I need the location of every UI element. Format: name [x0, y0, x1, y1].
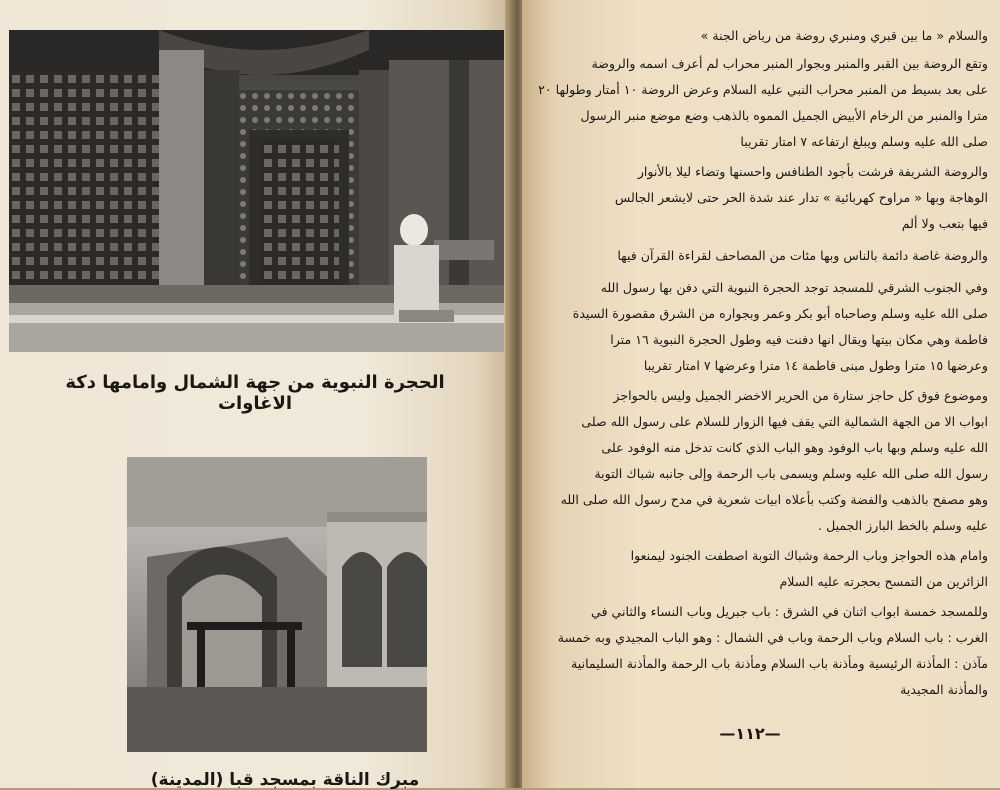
page-number: —١١٢— [719, 724, 781, 743]
text-line: مترا والمنبر من الرخام الأبيض الجميل المموه بالذهب وضع موضع منبر الرسول [580, 108, 988, 123]
text-line: فاطمة وهي مكان بيتها ويقال انها دفنت فيه وطول الحجرة النبوية ١٦ مترا [610, 332, 988, 347]
photo-prophet-chamber [9, 30, 504, 352]
photo2-caption: مبرك الناقة بمسجد قبا (المدينة) [150, 770, 420, 790]
text-line: فيها بتعب ولا ألم [901, 216, 988, 231]
text-line: الغرب : باب السلام وباب الرحمة وباب في الشمال : وهو الباب المجيدي وبه خمسة [557, 630, 988, 645]
text-line: الوهاجة وبها « مراوح كهربائية » تدار عند شدة الحر حتى لايشعر الجالس [614, 190, 988, 205]
text-line: صلى الله عليه وسلم وصاحباه أبو بكر وعمر وبجواره من الشرق مقصورة السيدة [572, 306, 988, 321]
photo1-caption: الحجرة النبوية من جهة الشمال وامامها دكة الاغاوات [65, 372, 445, 414]
text-line: ابواب الا من الجهة الشمالية التي يقف فيها الزوار للسلام على رسول الله صلى [581, 414, 988, 429]
text-line: وهو مصفح بالذهب والفضة وكتب بأعلاه ابيات شعرية في مدح رسول الله صلى الله [560, 492, 988, 507]
text-line: وامام هذه الحواجز وباب الرحمة وشباك التوبة اصطفت الجنود ليمنعوا [630, 548, 988, 563]
text-line: الزائرين من التمسح بحجرته عليه السلام [779, 574, 988, 589]
text-line: الله عليه وسلم وبها باب الوفود وهو الباب الذي كانت تدخل منه الوفود على [601, 440, 988, 455]
text-line: على بعد بسيط من المنبر محراب النبي عليه السلام وعرض الروضة ١٠ أمتار وطولها ٢٠ [538, 82, 988, 97]
text-line: وموضوع فوق كل حاجز ستارة من الحرير الاخضر الجميل وليس بالحواجز [613, 388, 988, 403]
text-line: رسول الله صلى الله عليه وسلم ويسمى باب الرحمة وإلى جانبه شباك التوبة [594, 466, 988, 481]
text-line: مآذن : المأذنة الرئيسية ومأذنة باب السلام ومأذنة باب الرحمة والمأذنة السليمانية [571, 656, 988, 671]
text-line: والمأذنة المجيدية [900, 682, 988, 697]
text-line: وفي الجنوب الشرقي للمسجد توجد الحجرة النبوية التي دفن بها رسول الله [600, 280, 988, 295]
text-line: والسلام « ما بين قبري ومنبري روضة من رياض الجنة » [700, 28, 988, 43]
text-line: وتقع الروضة بين القبر والمنبر وبجوار المنبر محراب لم أعرف اسمه والروضة [591, 56, 988, 71]
text-line: والروضة غاصة دائمة بالناس وبها مئات من المصاحف لقراءة القرآن فيها [617, 248, 988, 263]
text-line: وعرضها ١٥ مترا وطول مبنى فاطمة ١٤ مترا وعرضها ٧ امتار تقريبا [643, 358, 988, 373]
text-line: والروضة الشريفة فرشت بأجود الطنافس واحسنها وتضاء ليلا بالأنوار [637, 164, 988, 179]
text-line: وللمسجد خمسة ابواب اثنان في الشرق : باب جبريل وباب النساء والثاني في [591, 604, 988, 619]
text-line: صلى الله عليه وسلم ويبلغ ارتفاعه ٧ امتار تقريبا [740, 134, 988, 149]
text-line: عليه وسلم بالخط البارز الجميل . [818, 518, 988, 533]
photo-camel-site [127, 457, 427, 752]
